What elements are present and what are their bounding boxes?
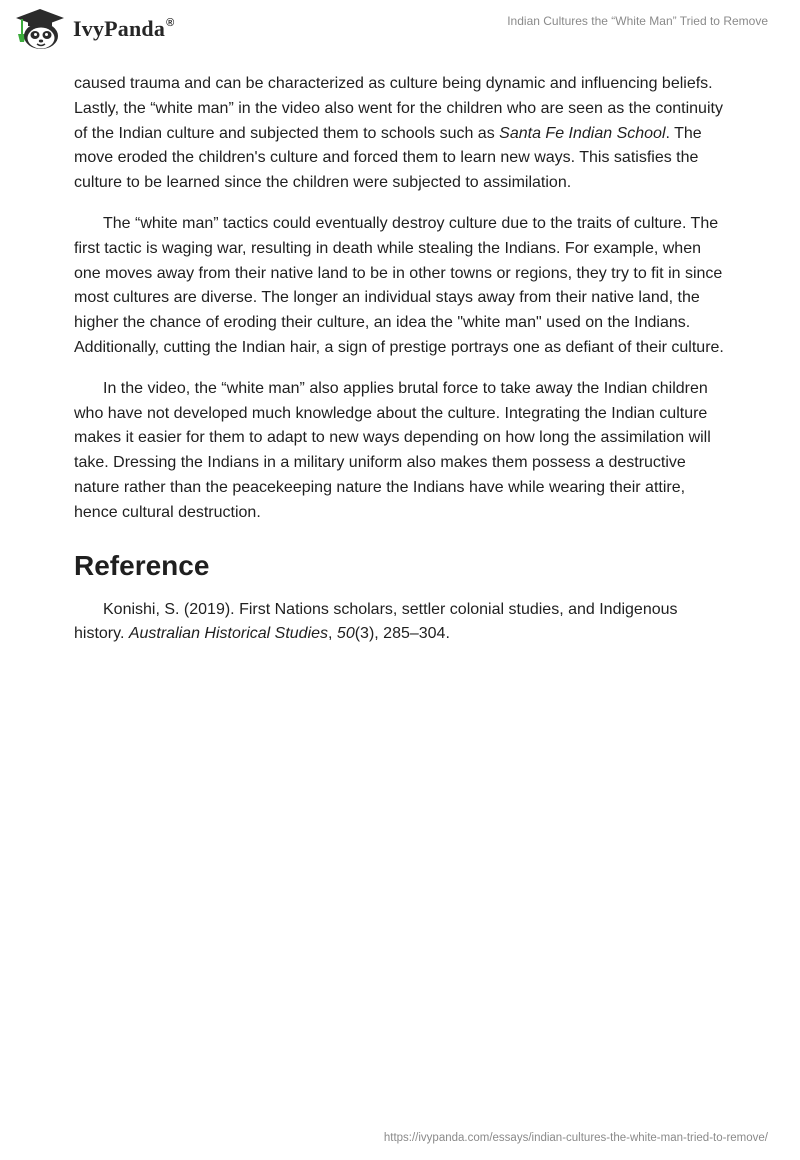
journal-volume: 50	[336, 625, 355, 643]
page-header	[0, 0, 800, 64]
reference-entry: Konishi, S. (2019). First Nations scholars, settler colonial studies, and Indigenous history. Australian Historical Studies, 50(3), 285–304.	[74, 600, 678, 643]
source-url[interactable]: https://ivypanda.com/essays/indian-cultures-the-white-man-tried-to-remove/	[383, 1132, 768, 1144]
school-name: Santa Fe Indian School	[499, 124, 666, 142]
paragraph-3: In the video, the “white man” also applies brutal force to take away the Indian children who have not developed much knowledge about the culture. Integrating the Indian culture makes it easier for them to adapt to new ways depending on how long the assimilation will take. Dressing the Indians in a military uniform also makes them possess a destructive nature rather than the peacekeeping nature the Indians have while wearing their attire, hence cultural destruction.	[74, 379, 711, 521]
paragraph-1: caused trauma and can be characterized as culture being dynamic and influencing beliefs. Lastly, the “white man” in the video also went for the children who are seen as the continuity of the Indian culture and subjected them to schools such as Santa Fe Indian School. The move eroded the children's culture and forced them to learn new ways. This satisfies the culture to be learned since the children were subjected to assimilation.	[74, 75, 723, 192]
journal-title: Australian Historical Studies	[128, 625, 329, 643]
paragraph-2: The “white man” tactics could eventually destroy culture due to the traits of culture. The first tactic is waging war, resulting in death while stealing the Indians. For example, when one moves away from their native land to be in other towns or regions, they try to fit in since most cultures are diverse. The longer an individual stays away from their native land, the higher the chance of eroding their culture, an idea the "white man" used on the Indians. Additionally, cutting the Indian hair, a sign of prestige portrays one as defiant of their culture.	[74, 214, 724, 356]
essay-body	[74, 72, 730, 663]
brand-logo[interactable]	[14, 8, 174, 50]
panda-graduate-icon	[14, 8, 66, 50]
reference-heading: Reference	[74, 549, 210, 581]
brand-name: IvyPanda®	[73, 16, 175, 41]
document-title: Indian Cultures the “White Man” Tried to Remove	[507, 14, 768, 28]
